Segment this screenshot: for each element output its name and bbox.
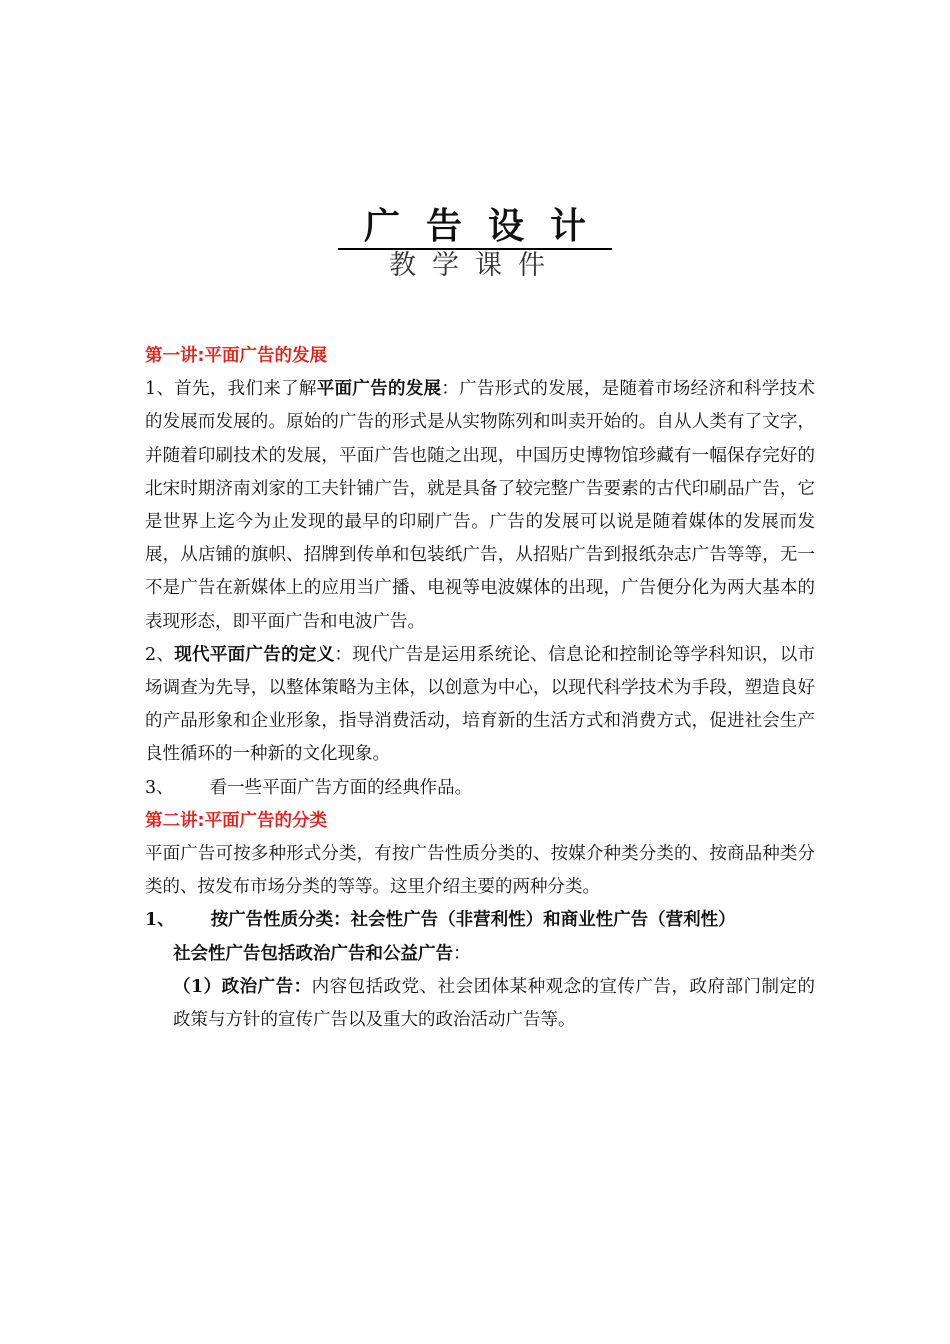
lecture2-heading: 第二讲:平面广告的分类	[145, 810, 327, 831]
lecture1-heading: 第一讲:平面广告的发展	[145, 346, 327, 366]
lecture2-item-1: 1、 按广告性质分类：社会性广告（非营利性）和商业性广告（营利性）	[145, 910, 736, 931]
document-body	[145, 340, 815, 1037]
lecture1-paragraph-2: 2、现代平面广告的定义：现代广告是运用系统论、信息论和控制论等学科知识，以市场调查为先导，以整体策略为主体，以创意为中心，以现代科学技术为手段，塑造良好的产品形象和企业形象，指导消费活动，培育新的生活方式和消费方式，促进社会生产良性循环的一种新的文化现象。	[145, 644, 815, 765]
document-title: 广告设计	[0, 203, 950, 251]
lecture1-paragraph-3: 3、 看一些平面广告方面的经典作品。	[145, 777, 473, 798]
social-ad-line: 社会性广告包括政治广告和公益广告：	[173, 943, 471, 964]
lecture1-paragraph-1: 1、首先，我们来了解平面广告的发展：广告形式的发展，是随着市场经济和科学技术的发展而发展的。原始的广告的形式是从实物陈列和叫卖开始的。自从人类有了文字，并随着印刷技术的发展，平面广告也随之出现，中国历史博物馆珍藏有一幅保存完好的北宋时期济南刘家的工夫针铺广告，就是具备了较完整广告要素的古代印刷品广告，它是世界上迄今为止发现的最早的印刷广告。广告的发展可以说是随着媒体的发展而发展，从店铺的旗帜、招牌到传单和包装纸广告，从招贴广告到报纸杂志广告等等，无一不是广告在新媒体上的应用当广播、电视等电波媒体的出现，广告便分化为两大基本的表现形态，即平面广告和电波广告。	[145, 379, 816, 632]
lecture2-intro: 平面广告可按多种形式分类，有按广告性质分类的、按媒介种类分类的、按商品种类分类的、按发布市场分类的等等。这里介绍主要的两种分类。	[145, 844, 815, 898]
document-subtitle: 教学课件	[389, 250, 561, 281]
political-ad-paragraph: （1）政治广告：内容包括政党、社会团体某种观念的宣传广告，政府部门制定的政策与方针的宣传广告以及重大的政治活动广告等。	[173, 976, 815, 1031]
